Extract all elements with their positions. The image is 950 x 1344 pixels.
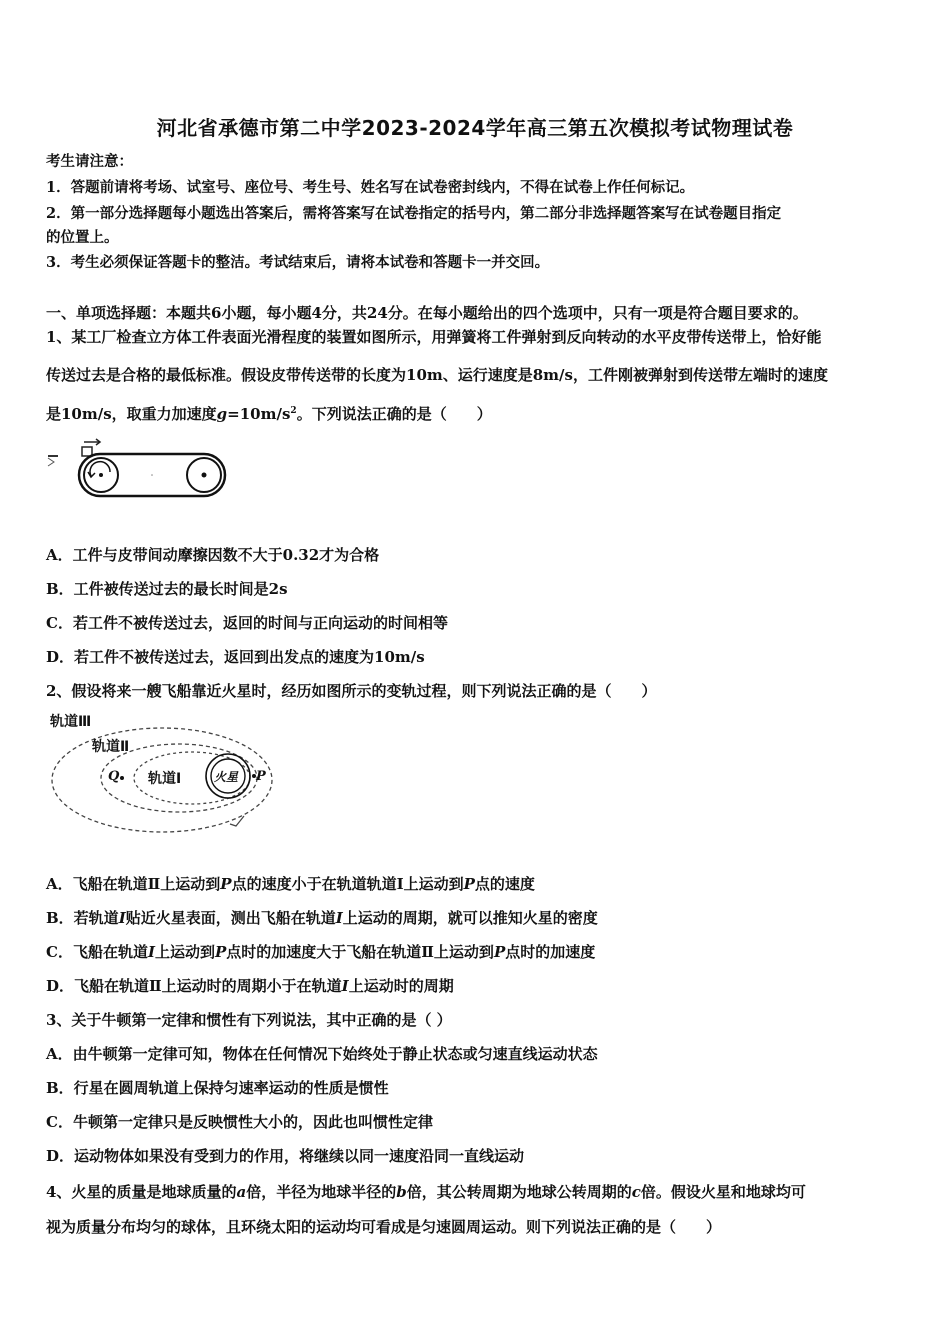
point-symbol: P — [215, 943, 227, 961]
q2-option-text: 点的速度 — [474, 875, 535, 893]
notice-item: 3．考生必须保证答题卡的整洁。考试结束后，请将本试卷和答题卡一并交回。 — [46, 254, 550, 271]
belt-mark — [151, 474, 153, 476]
rotation-arrow-head — [88, 472, 95, 477]
variable-c: c — [631, 1183, 641, 1201]
orbit-symbol: I — [341, 977, 349, 995]
orbit-symbol: I — [118, 909, 126, 927]
q3-stem: 3、关于牛顿第一定律和惯性有下列说法，其中正确的是（ ） — [46, 1011, 452, 1029]
q4-stem-text: 倍，半径为地球半径的 — [246, 1183, 397, 1201]
point-q-marker — [120, 776, 124, 780]
q1-stem-line: 传送过去是合格的最低标准。假设皮带传送带的长度为10m、运行速度是8m/s，工件刚被弹射到传送带左端时的速度 — [46, 366, 828, 384]
q2-option-a — [46, 874, 535, 894]
q4-stem-line — [46, 1182, 806, 1202]
q2-option-text: 点时的加速度大于飞船在轨道Ⅱ上运动到 — [226, 943, 494, 961]
orbit-1-label: 轨道Ⅰ — [148, 771, 182, 787]
q2-option-text: 上运动到 — [154, 943, 215, 961]
q4-stem-text: 4、火星的质量是地球质量的 — [46, 1183, 237, 1201]
conveyor-belt-figure — [44, 430, 234, 510]
right-pulley-axle — [202, 473, 207, 478]
q2-option-text: 点的速度小于在轨道轨道Ⅰ上运动到 — [231, 875, 464, 893]
q1-exponent: 2 — [290, 406, 297, 416]
q2-option-text: B．若轨道 — [46, 909, 119, 927]
section-heading: 一、单项选择题：本题共6小题，每小题4分，共24分。在每小题给出的四个选项中，只有一项是符合题目要求的。 — [46, 304, 808, 322]
notice-item: 的位置上。 — [46, 229, 119, 246]
left-pulley-axle — [99, 473, 103, 477]
q2-option-b — [46, 908, 598, 928]
workpiece-block — [82, 447, 92, 456]
q1-stem-text: 是10m/s，取重力加速度 — [46, 405, 217, 423]
variable-a: a — [236, 1183, 247, 1201]
q4-stem-line: 视为质量分布均匀的球体，且环绕太阳的运动均可看成是匀速圆周运动。则下列说法正确的是（ ） — [46, 1218, 722, 1236]
q3-option-c: C．牛顿第一定律只是反映惯性大小的，因此也叫惯性定律 — [46, 1113, 433, 1131]
q1-stem-line — [46, 401, 492, 424]
q4-stem-text: 倍。假设火星和地球均可 — [640, 1183, 806, 1201]
q3-option-a: A．由牛顿第一定律可知，物体在任何情况下始终处于静止状态或匀速直线运动状态 — [46, 1045, 598, 1063]
notice-heading: 考生请注意： — [46, 153, 133, 170]
q4-stem-text: 倍，其公转周期为地球公转周期的 — [406, 1183, 632, 1201]
orbit-3-label: 轨道Ⅲ — [50, 714, 92, 730]
exam-title: 河北省承德市第二中学2023-2024学年高三第五次模拟考试物理试卷 — [156, 116, 794, 140]
q1-g-symbol: g — [216, 405, 228, 423]
q2-option-text: D．飞船在轨道Ⅱ上运动时的周期小于在轨道 — [46, 977, 342, 995]
variable-b: b — [396, 1183, 407, 1201]
notice-item: 1．答题前请将考场、试室号、座位号、考生号、姓名写在试卷密封线内，不得在试卷上作任何标记。 — [46, 179, 695, 196]
mars-label: 火星 — [214, 770, 239, 784]
q1-option-d: D．若工件不被传送过去，返回到出发点的速度为10m/s — [46, 648, 425, 666]
q2-stem: 2、假设将来一艘飞船靠近火星时，经历如图所示的变轨过程，则下列说法正确的是（ ） — [46, 682, 657, 700]
orbit-2-label: 轨道Ⅱ — [92, 739, 130, 755]
q1-stem-text: =10m/s — [227, 405, 291, 423]
q2-option-text: 上运动的周期，就可以推知火星的密度 — [342, 909, 598, 927]
spring-icon — [48, 458, 54, 466]
notice-item: 2．第一部分选择题每小题选出答案后，需将答案写在试卷指定的括号内，第二部分非选择题答案写在试卷题目指定 — [46, 205, 782, 222]
q1-option-c: C．若工件不被传送过去，返回的时间与正向运动的时间相等 — [46, 614, 448, 632]
orbit-symbol: I — [335, 909, 343, 927]
q2-option-text: C．飞船在轨道 — [46, 943, 148, 961]
q2-option-text: 上运动时的周期 — [348, 977, 454, 995]
point-symbol: P — [220, 875, 232, 893]
q1-option-a: A．工件与皮带间动摩擦因数不大于0.32才为合格 — [46, 546, 380, 564]
point-symbol: P — [493, 943, 506, 961]
q2-option-text: 贴近火星表面，测出飞船在轨道 — [125, 909, 336, 927]
trajectory-arrow-icon — [230, 816, 244, 826]
point-p-label: P — [256, 769, 266, 784]
q3-option-d: D．运动物体如果没有受到力的作用，将继续以同一速度沿同一直线运动 — [46, 1147, 525, 1165]
q2-option-text: A．飞船在轨道Ⅱ上运动到 — [46, 875, 221, 893]
point-symbol: P — [463, 875, 475, 893]
orbit-symbol: I — [147, 943, 155, 961]
q3-option-b: B．行星在圆周轨道上保持匀速率运动的性质是惯性 — [46, 1079, 389, 1097]
q1-stem-text: 。下列说法正确的是（ ） — [296, 405, 492, 423]
q2-option-d — [46, 976, 454, 996]
q1-stem-line: 1、某工厂检查立方体工件表面光滑程度的装置如图所示，用弹簧将工件弹射到反向转动的水平皮带传送带上，恰好能 — [46, 328, 822, 346]
q2-option-c — [46, 942, 595, 962]
q1-option-b: B．工件被传送过去的最长时间是2s — [46, 580, 288, 598]
q2-option-text: 点时的加速度 — [505, 943, 596, 961]
point-q-label: Q — [108, 769, 120, 784]
